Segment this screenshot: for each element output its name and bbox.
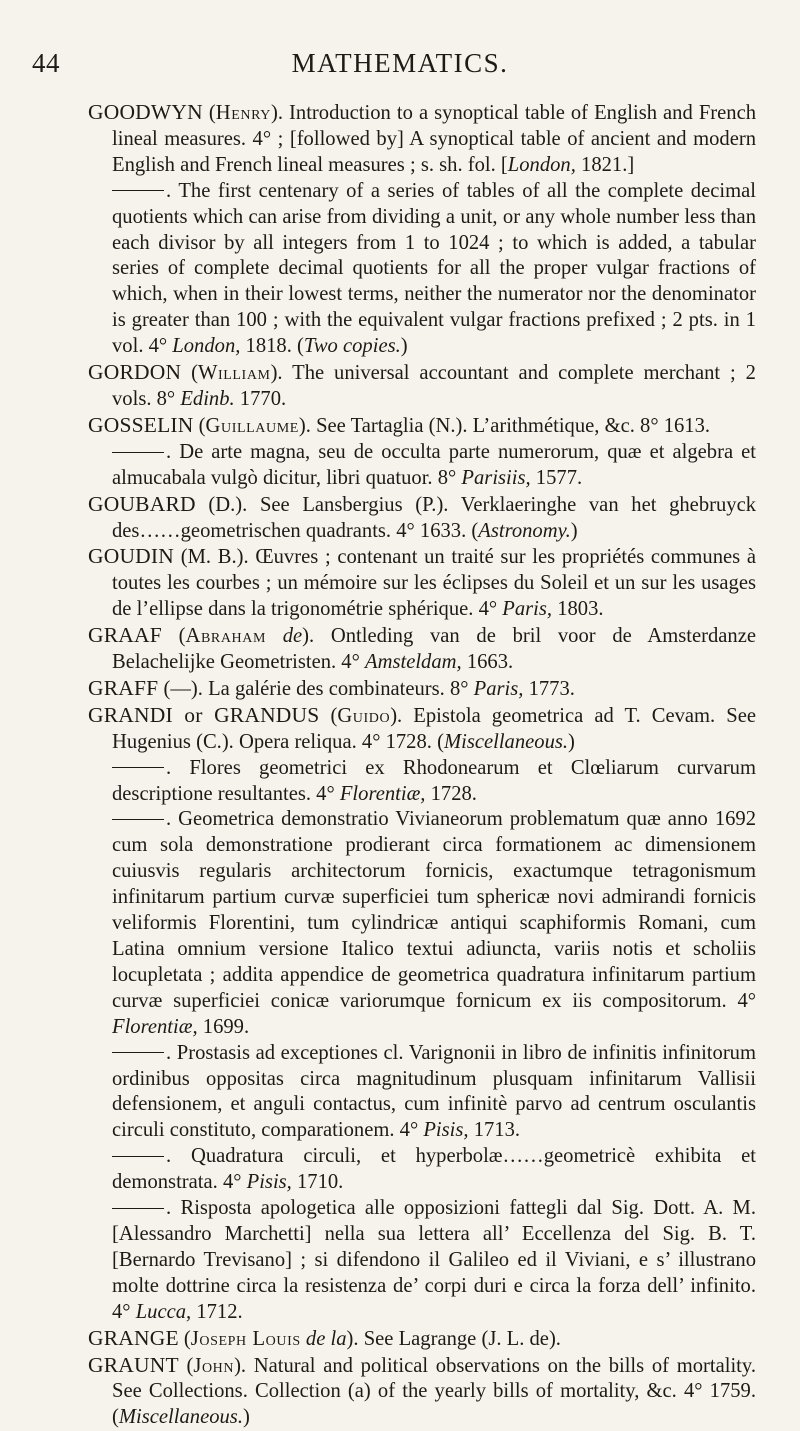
- entry-forename: —: [170, 678, 191, 700]
- ditto-dash: [112, 819, 164, 820]
- ditto-dash: [112, 767, 164, 768]
- entry-text: Introduction to a synoptical table of English and French lineal measures. 4° ; [followed by] A synoptical table of ancient and modern English and French lineal measures ; s. sh. fol. [: [112, 102, 756, 176]
- entry-text: Flores geometrici ex Rhodonearum et Clœliarum curvarum descriptione resultantes. 4°: [112, 757, 756, 805]
- entry-particle: de: [283, 625, 302, 647]
- entry-tail: 1712.: [191, 1301, 242, 1323]
- catalogue-subentry: . Geometrica demonstratio Vivianeorum problematum quæ anno 1692 cum sola demonstratione prodierant circa formationem ac dimensionem cuiusvis regularis architectorum fornicis, exactumque tetragonismum infinitarum partium curvæ superficiei tum sphericæ novi admirandi fornicis veliformis Florentini, tum cylindricæ antiqui scaphiformis Romani, cum Latina omnium versione Italico textui adiuncta, variis notis et scholiis locupletata ; addita appendice de geometrica quadratura infinitarum partium curvæ superficiei conicæ variorumque fornicum ex iis compositorum. 4° Florentiæ, 1699.: [88, 807, 756, 1040]
- entry-heading: GRANDI or GRANDUS: [88, 703, 319, 727]
- entry-heading: GOSSELIN: [88, 413, 194, 437]
- entry-forename: Guillaume: [206, 415, 299, 437]
- catalogue-subentry: . De arte magna, seu de occulta parte numerorum, quæ et algebra et almucabala vulgò dicitur, libri quatuor. 8° Parisiis, 1577.: [88, 440, 756, 492]
- entry-note: Miscellaneous.: [444, 731, 568, 753]
- entry-text: Quadratura circuli, et hyperbolæ……geometricè exhibita et demonstrata. 4°: [112, 1145, 756, 1193]
- catalogue-entry: GOUDIN (M. B.). Œuvres ; contenant un traité sur les propriétés communes à toutes les courbes ; un mémoire sur les éclipses du Soleil et un sur les usages de l’ellipse dans la trigonométrie sphérique. 4° Paris, 1803.: [88, 544, 756, 623]
- entry-heading: GOUDIN: [88, 544, 174, 568]
- entry-text: De arte magna, seu de occulta parte numerorum, quæ et algebra et almucabala vulgò dicitur, libri quatuor. 8°: [112, 441, 756, 489]
- entry-heading: GRAFF: [88, 676, 158, 700]
- ditto-dash: [112, 1052, 164, 1053]
- entry-tail: 1663.: [462, 651, 513, 673]
- catalogue-entry: GOSSELIN (Guillaume). See Tartaglia (N.). L’arithmétique, &c. 8° 1613.: [88, 413, 756, 440]
- entry-heading: GRAUNT: [88, 1353, 179, 1377]
- catalogue-subentry: . The first centenary of a series of tables of all the complete decimal quotients which can arise from dividing a unit, or any whole number less than each divisor by all integers from 1 to 1024 ; to which is added, a tabular series of complete decimal quotients for all the proper vulgar fractions of which, when in their lowest terms, neither the numerator nor the denominator is greater than 100 ; with the equivalent vulgar fractions prefixed ; 2 pts. in 1 vol. 4° London, 1818. (Two copies.): [88, 179, 756, 360]
- catalogue-entry: GRANDI or GRANDUS (Guido). Epistola geometrica ad T. Cevam. See Hugenius (C.). Opera reliqua. 4° 1728. (Miscellaneous.): [88, 703, 756, 756]
- entry-forename: Henry: [216, 102, 271, 124]
- entry-heading: GRAAF: [88, 623, 162, 647]
- catalogue-entries: [88, 100, 756, 1431]
- entry-note: Astronomy.: [478, 520, 570, 542]
- entry-heading: GORDON: [88, 360, 181, 384]
- entry-imprint: Paris,: [474, 678, 524, 700]
- entry-text: La galérie des combinateurs. 8°: [208, 678, 474, 700]
- entry-imprint: London,: [508, 154, 576, 176]
- entry-forename: Abraham: [185, 625, 266, 647]
- entry-tail: ): [568, 731, 575, 753]
- entry-imprint: Edinb.: [180, 388, 234, 410]
- entry-tail: 1770.: [235, 388, 286, 410]
- entry-imprint: Florentiæ,: [112, 1016, 198, 1038]
- ditto-dash: [112, 190, 164, 191]
- entry-imprint: Florentiæ,: [340, 783, 426, 805]
- ditto-dash: [112, 1208, 164, 1209]
- catalogue-entry: GOODWYN (Henry). Introduction to a synoptical table of English and French lineal measures. 4° ; [followed by] A synoptical table of ancient and modern English and French lineal measures ; s. sh. fol. [London, 1821.]: [88, 100, 756, 179]
- page-header: [0, 48, 800, 88]
- entry-imprint: Parisiis,: [461, 467, 530, 489]
- entry-imprint: Lucca,: [136, 1301, 191, 1323]
- entry-note: Two copies.: [304, 335, 401, 357]
- catalogue-entry: GRAAF (Abraham de). Ontleding van de bril voor de Amsterdanze Belachelijke Geometristen. 4° Amsteldam, 1663.: [88, 623, 756, 676]
- page-number: 44: [32, 48, 60, 79]
- entry-tail: 1699.: [198, 1016, 249, 1038]
- entry-imprint: Paris,: [502, 598, 552, 620]
- entry-tail: 1803.: [552, 598, 603, 620]
- entry-text: Œuvres ; contenant un traité sur les propriétés communes à toutes les courbes ; un mémoire sur les éclipses du Soleil et un sur les usages de l’ellipse dans la trigonométrie sphérique. 4°: [112, 546, 756, 620]
- entry-forename: M. B.: [188, 546, 237, 568]
- entry-tail: 1713.: [469, 1119, 520, 1141]
- catalogue-entry: GOUBARD (D.). See Lansbergius (P.). Verklaeringhe van het ghebruyck des……geometrischen quadrants. 4° 1633. (Astronomy.): [88, 492, 756, 545]
- entry-forename: Guido: [337, 705, 390, 727]
- catalogue-entry: GRAUNT (John). Natural and political observations on the bills of mortality. See Collections. Collection (a) of the yearly bills of mortality, &c. 4° 1759. (Miscellaneous.): [88, 1353, 756, 1431]
- entry-text: Ontleding van de bril voor de Amsterdanze Belachelijke Geometristen. 4°: [112, 625, 756, 673]
- ditto-dash: [112, 1156, 164, 1157]
- entry-text: The universal accountant and complete merchant ; 2 vols. 8°: [112, 362, 756, 410]
- entry-forename: William: [198, 362, 271, 384]
- entry-imprint: Amsteldam,: [365, 651, 462, 673]
- entry-text: See Lansbergius (P.). Verklaeringhe van het ghebruyck des……geometrischen quadrants. 4° 1633. (: [112, 494, 756, 542]
- catalogue-subentry: . Quadratura circuli, et hyperbolæ……geometricè exhibita et demonstrata. 4° Pisis, 1710.: [88, 1144, 756, 1196]
- catalogue-entry: GORDON (William). The universal accountant and complete merchant ; 2 vols. 8° Edinb. 1770.: [88, 360, 756, 413]
- entry-tail: 1821.]: [576, 154, 634, 176]
- entry-tail: 1728.: [425, 783, 476, 805]
- entry-text: The first centenary of a series of tables of all the complete decimal quotients which can arise from dividing a unit, or any whole number less than each divisor by all integers from 1 to 1024 ; to which is added, a tabular series of complete decimal quotients for all the proper vulgar fractions of which, when in their lowest terms, neither the numerator nor the denominator is greater than 100 ; with the equivalent vulgar fractions prefixed ; 2 pts. in 1 vol. 4°: [112, 180, 756, 357]
- entry-particle: de la: [306, 1328, 347, 1350]
- entry-text: Prostasis ad exceptiones cl. Varignonii in libro de infinitis infinitorum ordinibus oppositas circa magnitudinum plusquam infinitarum Vallisii defensionem, et anguli contactus, cum infinitè parvo ad centrum osculantis circuli constituto, comparationem. 4°: [112, 1042, 756, 1142]
- ditto-dash: [112, 452, 164, 453]
- entry-text: Epistola geometrica ad T. Cevam. See Hugenius (C.). Opera reliqua. 4° 1728. (: [112, 705, 756, 753]
- entry-tail: 1773.: [523, 678, 574, 700]
- entry-imprint: Pisis,: [423, 1119, 468, 1141]
- entry-tail: ): [571, 520, 578, 542]
- entry-forename: John: [193, 1355, 234, 1377]
- entry-tail: 1710.: [292, 1171, 343, 1193]
- entry-imprint: London,: [172, 335, 240, 357]
- entry-forename: D.: [215, 494, 235, 516]
- entry-text: Geometrica demonstratio Vivianeorum problematum quæ anno 1692 cum sola demonstratione prodierant circa formationem ac dimensionem cuiusvis regularis architectorum fornicis, exactumque tetragonismum infinitarum partium curvæ superficiei tum sphericæ novi admirandi fornicis veliformis Florentini, tum cylindricæ antiqui scaphiformis Romani, cum Latina omnium versione Italico textui adiuncta, variis notis et scholiis locupletata ; addita appendice de geometrica quadratura infinitarum partium curvæ superficiei conicæ variorumque fornicum ex iis compositorum. 4°: [112, 808, 756, 1011]
- entry-tail: 1818. (: [240, 335, 304, 357]
- catalogue-subentry: . Flores geometrici ex Rhodonearum et Clœliarum curvarum descriptione resultantes. 4° Florentiæ, 1728.: [88, 756, 756, 808]
- entry-heading: GOODWYN: [88, 100, 203, 124]
- entry-forename: Joseph Louis: [191, 1328, 301, 1350]
- catalogue-subentry: . Risposta apologetica alle opposizioni fattegli dal Sig. Dott. A. M. [Alessandro Marchetti] nella sua lettera all’ Eccellenza del Sig. B. T. [Bernardo Trevisano] ; si difendono il Galileo ed il Viviani, e s’ illustrano molte dottrine circa la resistenza de’ corpi duri e circa la forza dell’ infinito. 4° Lucca, 1712.: [88, 1196, 756, 1326]
- entry-imprint: Pisis,: [247, 1171, 292, 1193]
- catalogue-entry: GRANGE (Joseph Louis de la). See Lagrange (J. L. de).: [88, 1326, 756, 1353]
- entry-tail: 1577.: [531, 467, 582, 489]
- catalogue-entry: GRAFF (—). La galérie des combinateurs. 8° Paris, 1773.: [88, 676, 756, 703]
- entry-tail: ): [243, 1406, 250, 1428]
- entry-heading: GOUBARD: [88, 492, 196, 516]
- entry-heading: GRANGE: [88, 1326, 179, 1350]
- entry-note: Miscellaneous.: [119, 1406, 243, 1428]
- entry-tail: ): [401, 335, 408, 357]
- entry-text: Natural and political observations on the bills of mortality. See Collections. Collection (a) of the yearly bills of mortality, &c. 4° 1759. (: [112, 1355, 756, 1429]
- entry-text: Risposta apologetica alle opposizioni fattegli dal Sig. Dott. A. M. [Alessandro Marchetti] nella sua lettera all’ Eccellenza del Sig. B. T. [Bernardo Trevisano] ; si difendono il Galileo ed il Viviani, e s’ illustrano molte dottrine circa la resistenza de’ corpi duri e circa la forza dell’ infinito. 4°: [112, 1197, 756, 1323]
- entry-text: See Lagrange (J. L. de).: [364, 1328, 561, 1350]
- running-title: MATHEMATICS.: [0, 48, 800, 79]
- catalogue-subentry: . Prostasis ad exceptiones cl. Varignonii in libro de infinitis infinitorum ordinibus oppositas circa magnitudinum plusquam infinitarum Vallisii defensionem, et anguli contactus, cum infinitè parvo ad centrum osculantis circuli constituto, comparationem. 4° Pisis, 1713.: [88, 1041, 756, 1145]
- entry-text: See Tartaglia (N.). L’arithmétique, &c. 8° 1613.: [316, 415, 710, 437]
